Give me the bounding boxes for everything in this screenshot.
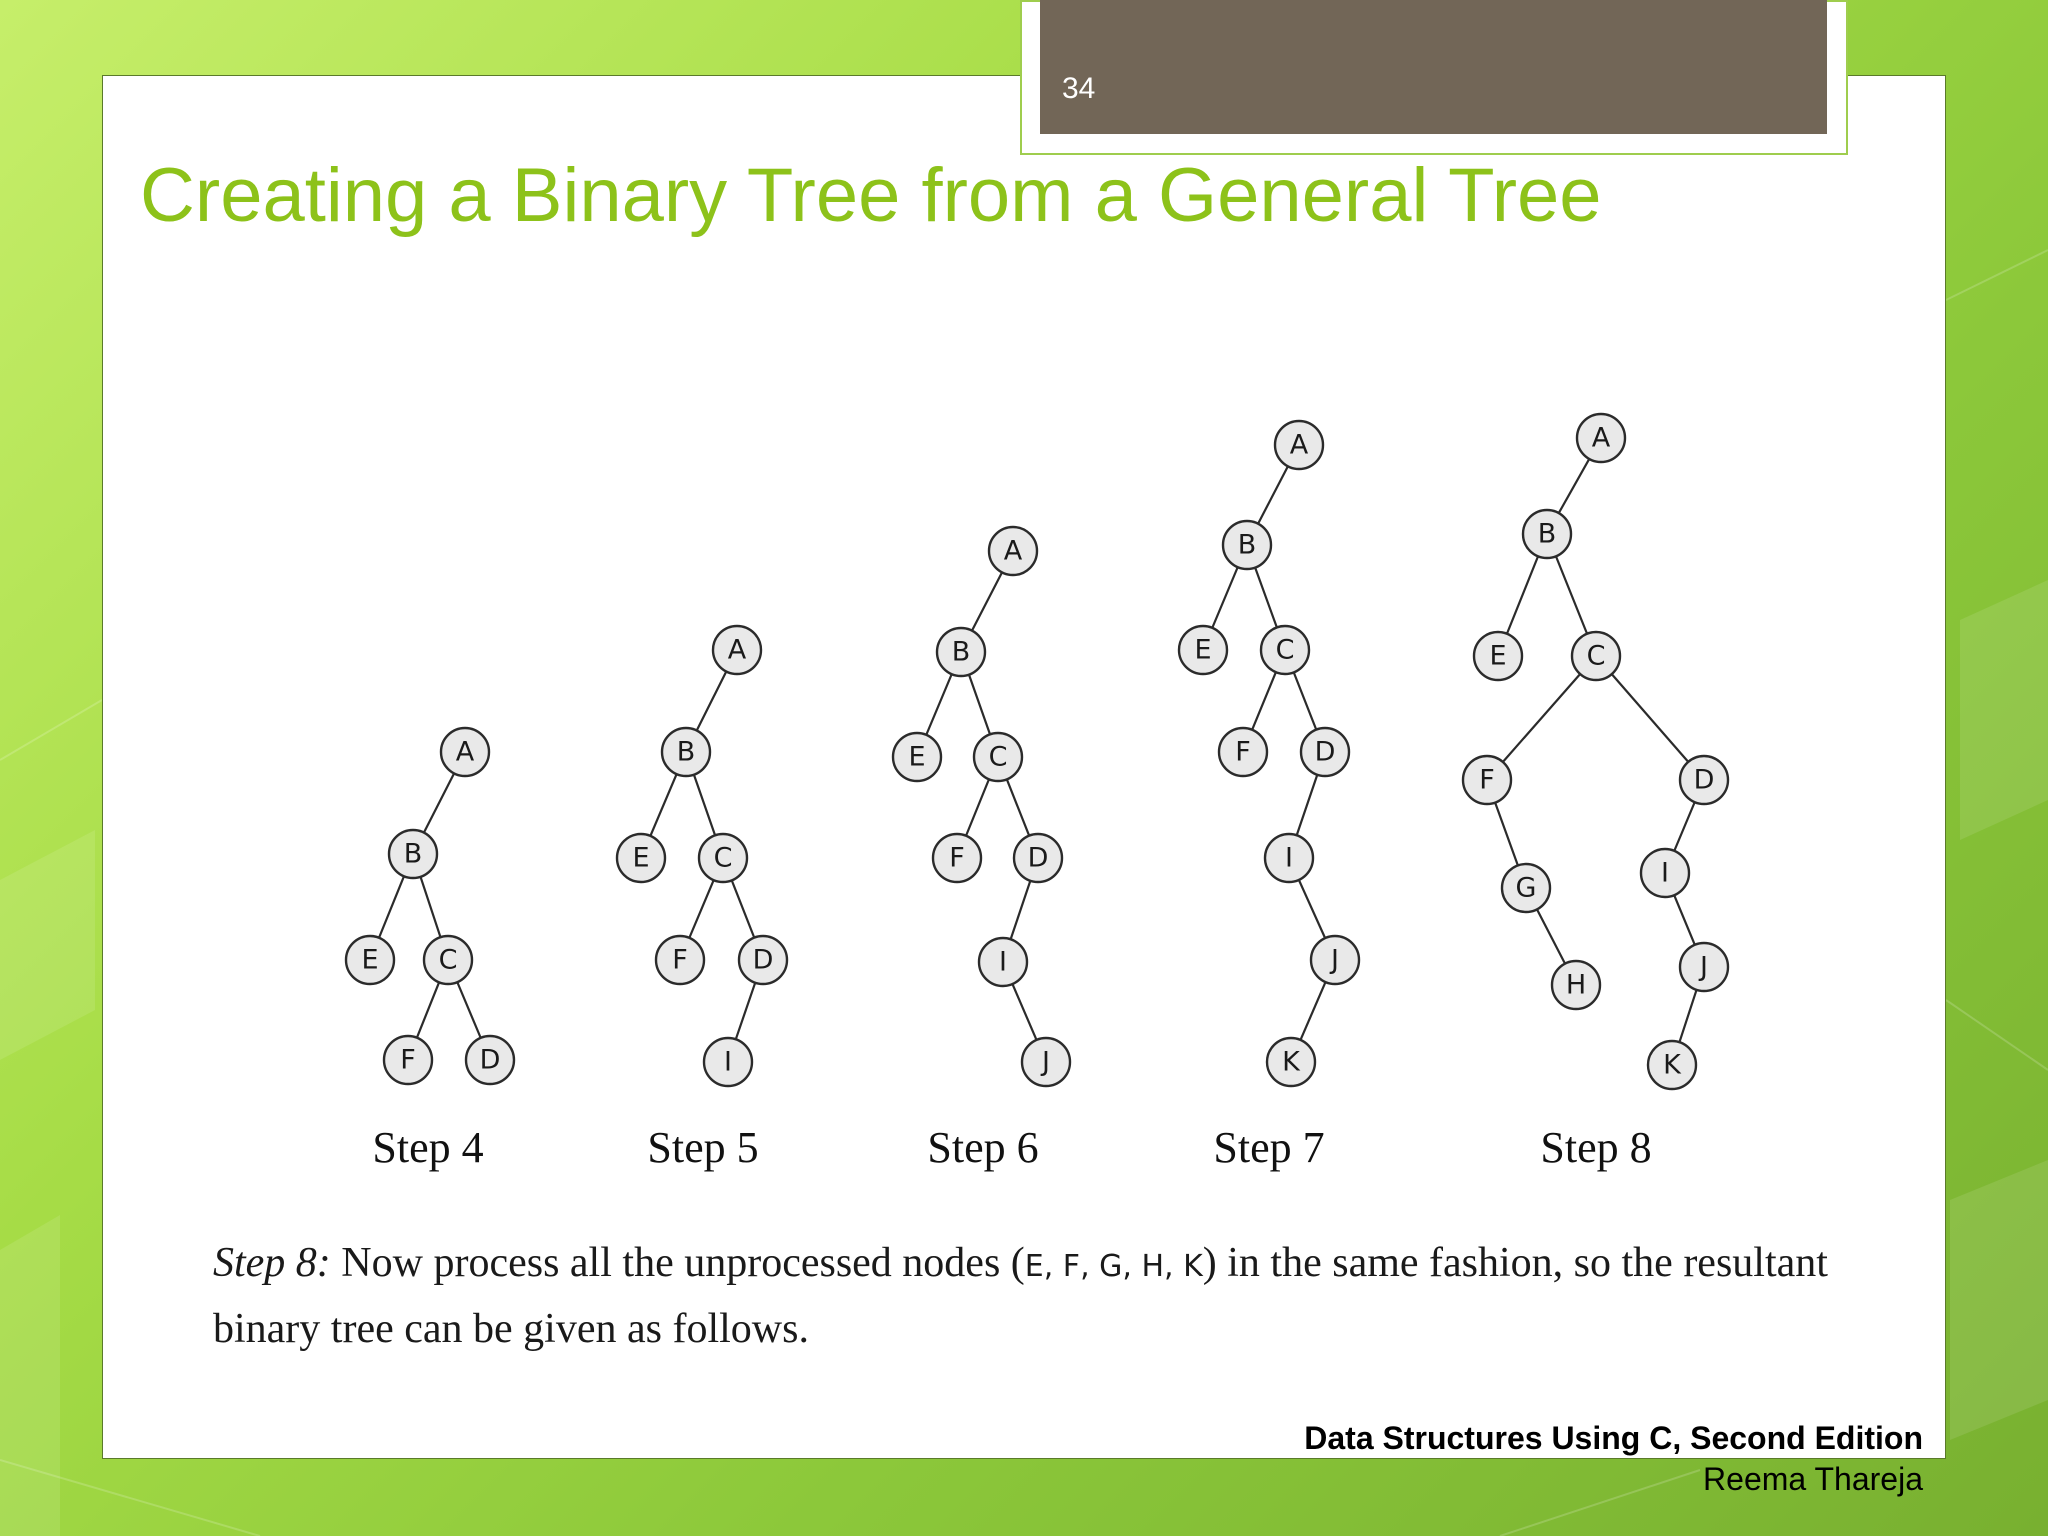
tree-node-k [1648, 1041, 1696, 1089]
tree-node-label: A [455, 736, 475, 768]
tree-node-j [1311, 936, 1359, 984]
tree-step-6 [893, 527, 1070, 1172]
tree-node-f [1463, 756, 1511, 804]
tree-edge-b-e [1507, 556, 1538, 633]
tree-edge-i-j [1299, 880, 1325, 938]
step-label: Step 5 [647, 1123, 759, 1172]
caption-node-list: E, F, G, H, K [1024, 1249, 1203, 1284]
tree-node-label: I [1285, 842, 1293, 874]
tree-node-label: E [1489, 640, 1507, 672]
tree-node-label: H [1565, 969, 1587, 1001]
tree-edge-d-i [1011, 881, 1031, 940]
tree-edge-b-c [1255, 568, 1277, 628]
tree-node-e [1474, 632, 1522, 680]
tree-node-c [699, 834, 747, 882]
tree-node-label: A [1591, 422, 1611, 454]
tree-node-label: F [672, 944, 688, 976]
tree-node-label: B [403, 838, 423, 870]
tree-edge-c-f [1252, 672, 1276, 730]
tree-edge-a-b [424, 773, 454, 832]
tree-node-d [1014, 834, 1062, 882]
tree-node-b [937, 628, 985, 676]
step-label: Step 6 [927, 1123, 1039, 1172]
tree-edge-i-j [1012, 984, 1036, 1040]
tree-node-label: E [1194, 634, 1212, 666]
tree-node-b [1223, 521, 1271, 569]
tree-edge-c-f [689, 880, 713, 938]
tree-node-d [466, 1036, 514, 1084]
tree-node-label: D [479, 1044, 501, 1076]
tree-node-e [617, 834, 665, 882]
tree-edge-c-f [417, 982, 439, 1037]
tree-edge-g-h [1537, 909, 1565, 963]
tree-node-label: A [1289, 429, 1309, 461]
tree-node-label: B [1537, 518, 1557, 550]
tree-node-label: C [438, 944, 458, 976]
tree-edge-b-c [694, 775, 715, 836]
tree-node-c [1572, 632, 1620, 680]
tree-node-label: B [951, 636, 971, 668]
tree-node-label: B [1237, 529, 1257, 561]
tree-node-label: E [632, 842, 650, 874]
tree-edge-a-b [1258, 466, 1288, 523]
tree-node-i [1641, 849, 1689, 897]
tree-node-label: J [1331, 944, 1339, 976]
tree-node-label: C [988, 741, 1008, 773]
tree-edge-b-e [650, 774, 676, 836]
tree-node-label: G [1515, 872, 1537, 904]
tree-edge-c-d [1612, 674, 1688, 762]
tree-node-e [893, 733, 941, 781]
tree-node-c [1261, 626, 1309, 674]
book-title-credit: Data Structures Using C, Second Edition [1304, 1420, 1923, 1456]
tree-node-b [389, 830, 437, 878]
tree-node-a [1275, 421, 1323, 469]
tree-node-d [1680, 756, 1728, 804]
tree-node-i [1265, 834, 1313, 882]
caption-text-before: Now process all the unprocessed nodes ( [330, 1240, 1025, 1286]
tree-edge-b-e [1212, 567, 1237, 628]
tree-node-c [974, 733, 1022, 781]
tree-edge-j-k [1679, 990, 1696, 1042]
tree-node-g [1502, 864, 1550, 912]
tree-step-7 [1179, 421, 1359, 1172]
slide-title: Creating a Binary Tree from a General Tree [140, 153, 1602, 238]
tree-edge-a-b [1559, 459, 1589, 513]
caption-text-after: ) in the same fashion, so the resultant binary tree can be given as follows. [213, 1240, 1828, 1352]
tree-node-label: F [400, 1044, 416, 1076]
tree-node-label: I [1661, 857, 1669, 889]
tree-node-c [424, 936, 472, 984]
tree-node-j [1022, 1038, 1070, 1086]
tree-edge-i-j [1674, 895, 1695, 945]
tree-edge-a-b [697, 671, 727, 730]
tree-edge-b-c [421, 877, 441, 937]
tree-node-label: C [713, 842, 733, 874]
tree-edge-b-c [1556, 556, 1587, 633]
tree-node-label: K [1663, 1049, 1681, 1081]
tree-edge-c-d [732, 880, 754, 937]
tree-node-label: J [1042, 1046, 1050, 1078]
tree-edge-b-c [969, 675, 990, 735]
tree-node-label: I [999, 946, 1007, 978]
tree-node-b [1523, 510, 1571, 558]
tree-edge-d-i [736, 983, 755, 1040]
tree-node-a [989, 527, 1037, 575]
tree-edge-c-d [457, 982, 480, 1038]
tree-node-e [1179, 626, 1227, 674]
tree-node-d [739, 936, 787, 984]
tree-node-label: A [1003, 535, 1023, 567]
tree-node-label: J [1700, 951, 1708, 983]
tree-node-i [979, 938, 1027, 986]
tree-node-f [656, 936, 704, 984]
tree-node-d [1301, 728, 1349, 776]
slide-number: 34 [1062, 72, 1096, 105]
tree-edge-d-i [1674, 802, 1694, 851]
tree-node-f [933, 834, 981, 882]
tree-node-label: E [908, 741, 926, 773]
tree-node-label: F [1479, 764, 1495, 796]
tree-node-j [1680, 943, 1728, 991]
step-label: Step 7 [1213, 1123, 1325, 1172]
tree-step-8 [1463, 414, 1728, 1172]
tree-node-f [384, 1036, 432, 1084]
tree-node-i [704, 1038, 752, 1086]
tree-node-label: D [1027, 842, 1049, 874]
tree-edge-c-d [1007, 779, 1029, 835]
tree-edge-b-e [379, 876, 404, 938]
book-author-credit: Reema Thareja [1703, 1461, 1923, 1497]
tree-node-label: D [752, 944, 774, 976]
tree-node-label: K [1282, 1046, 1300, 1078]
tree-node-label: D [1314, 736, 1336, 768]
tree-step-5 [617, 626, 787, 1172]
tree-edge-f-g [1495, 803, 1518, 866]
tree-node-label: F [1235, 736, 1251, 768]
tree-node-label: C [1586, 640, 1606, 672]
tree-node-f [1219, 728, 1267, 776]
tree-node-label: E [361, 944, 379, 976]
tree-edge-b-e [926, 674, 951, 735]
tree-node-label: D [1693, 764, 1715, 796]
tree-node-e [346, 936, 394, 984]
step-label: Step 4 [372, 1123, 484, 1172]
tree-edge-a-b [972, 572, 1002, 630]
tree-node-label: I [724, 1046, 732, 1078]
tree-edge-j-k [1301, 982, 1326, 1040]
tree-node-label: A [727, 634, 747, 666]
tree-node-a [713, 626, 761, 674]
tree-node-k [1267, 1038, 1315, 1086]
caption-step-label: Step 8: [213, 1240, 331, 1286]
step-label: Step 8 [1540, 1123, 1652, 1172]
tree-edge-d-i [1297, 775, 1318, 836]
tree-node-a [441, 728, 489, 776]
tree-edge-c-d [1294, 672, 1316, 729]
tree-edge-c-f [1503, 674, 1580, 762]
tree-node-a [1577, 414, 1625, 462]
tree-node-label: F [949, 842, 965, 874]
tree-node-b [662, 728, 710, 776]
tree-step-4 [346, 728, 514, 1172]
tree-node-h [1552, 961, 1600, 1009]
step-8-caption [213, 1232, 1873, 1361]
tree-node-label: B [676, 736, 696, 768]
tree-node-label: C [1275, 634, 1295, 666]
tree-edge-c-f [966, 779, 989, 836]
